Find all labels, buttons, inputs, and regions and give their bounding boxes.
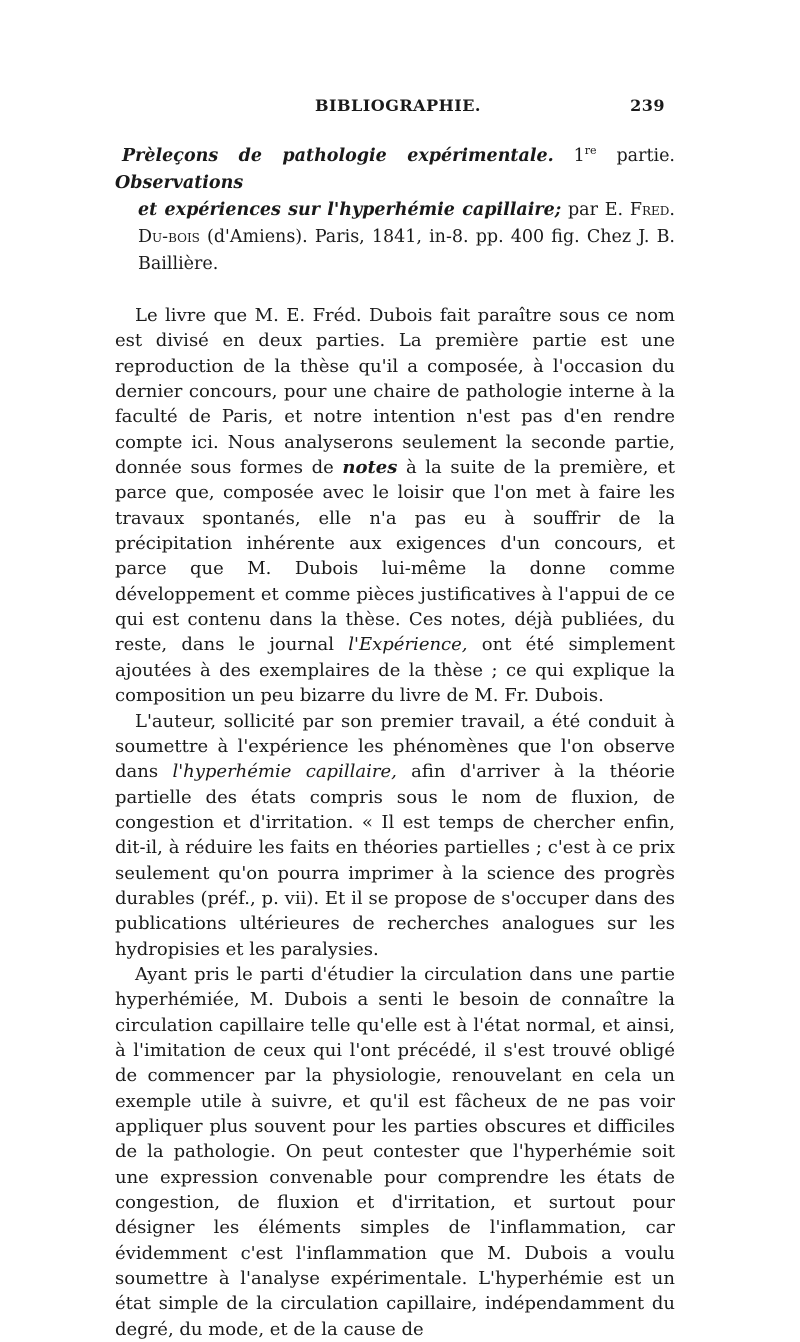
citation-author-last-end: bois (168, 227, 200, 247)
citation-line-1 (115, 143, 675, 197)
review-body (115, 303, 675, 1342)
running-head (115, 96, 675, 122)
citation-subtitle-end: et expériences sur l'hyperhémie capillaire; (138, 200, 562, 220)
citation-publication: (d'Amiens). Paris, 1841, in-8. pp. 400 fig. Chez J. B. Baillière. (138, 227, 675, 274)
citation-continuation (115, 197, 675, 278)
paragraph-1-journal: l'Expérience, (348, 634, 468, 656)
paragraph-1-text-a: Le livre que M. E. Fréd. Dubois fait paraître sous ce nom est divisé en deux parties. La première partie est une reproduction de la thèse qu'il a composée, à l'occasion du dernier concours, pour une chaire de pathologie interne à la faculté de Paris, et notre intention n'est pas d'en rendre compte ici. Nous analyserons seulement la seconde partie, donnée sous formes de (115, 305, 675, 479)
citation-part-number: 1 (573, 146, 585, 166)
bibliographic-citation (115, 143, 675, 278)
running-title: BIBLIOGRAPHIE. (315, 96, 481, 115)
citation-part-word: partie. (596, 146, 675, 166)
paragraph-3: Ayant pris le parti d'étudier la circulation dans une partie hyperhémiée, M. Dubois a senti le besoin de connaître la circulation capillaire telle qu'elle est à l'état normal, et ainsi, à l'imitation de ceux qui l'ont précédé, il s'est trouvé obligé de commencer par la physiologie, renouvelant en cela un exemple utile à suivre, et qu'il est fâcheux de ne pas voir appliquer plus souvent pour les parties obscures et difficiles de la pathologie. On peut contester que l'hyperhémie soit une expression convenable pour comprendre les états de congestion, de fluxion et d'irritation, et surtout pour désigner les éléments simples de l'inflammation, car évidemment c'est l'inflammation que M. Dubois a voulu soumettre à l'analyse expérimentale. L'hyperhémie est un état simple de la circulation capillaire, indépendamment du degré, du mode, et de la cause de (115, 963, 675, 1340)
paragraph-2-text-b: afin d'arriver à la théorie partielle des états compris sous le nom de fluxion, de congestion et d'irritation. « Il est temps de chercher enfin, dit-il, à réduire les faits en théories partielles ; c'est à ce prix seulement qu'on pourra imprimer à la science des progrès durables (préf., p. vii). Et il se propose de s'occuper dans des publications ultérieures de recherches analogues sur les hydropisies et les paralysies. (115, 761, 676, 960)
paragraph-1-text-b: à la suite de la première, et parce que, composée avec le loisir que l'on met à faire les travaux spontanés, elle n'a pas eu à souffrir de la précipitation inhérente aux exigences d'un concours, et parce que M. Dubois lui-même la donne comme développement et comme pièces justificatives à l'appui de ce qui est contenu dans la thèse. Ces notes, déjà publiées, du reste, dans le journal (115, 457, 675, 656)
citation-title: Prèleçons de pathologie expérimentale. (122, 146, 554, 166)
paragraph-2-text-a: L'auteur, sollicité par son premier travail, a été conduit à soumettre à l'expérience les phénomènes que l'on observe dans (115, 710, 675, 783)
paragraph-1-text-c: ont été simplement ajoutées à des exemplaires de la thèse ; ce qui explique la composition un peu bizarre du livre de M. Fr. Dubois. (115, 634, 675, 707)
paragraph-1 (115, 303, 675, 709)
citation-by: par E. (561, 200, 630, 220)
paragraph-2-term: l'hyperhémie capillaire, (172, 761, 397, 783)
paragraph-2 (115, 709, 675, 962)
citation-part-sup: re (584, 144, 597, 158)
page-number: 239 (630, 96, 665, 115)
citation-author-first: Fred. (629, 200, 675, 220)
citation-author-last-start: Du- (138, 227, 169, 247)
paragraph-1-notes: notes (342, 457, 398, 479)
citation-subtitle-start: Observations (115, 173, 244, 193)
book-page (115, 96, 675, 1342)
